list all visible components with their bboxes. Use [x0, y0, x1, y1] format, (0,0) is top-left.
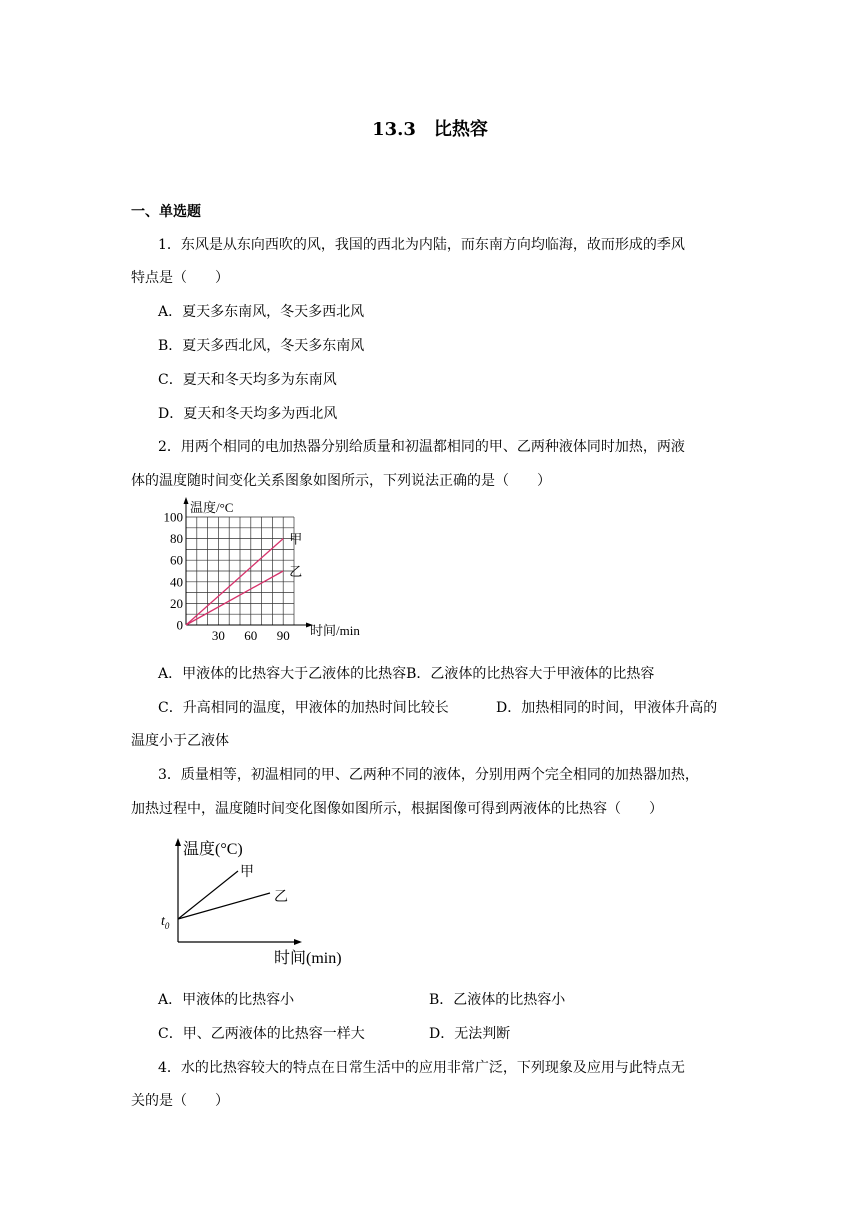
q3-option-d: D．无法判断	[429, 1026, 511, 1042]
q2-chart-grid	[186, 517, 294, 625]
q2-series-label-jia: 甲	[289, 531, 303, 547]
q2-x-tick-label: 30	[211, 628, 225, 643]
q2-y-tick-label: 80	[170, 531, 183, 547]
q1-option-c: C．夏天和冬天均多为东南风	[158, 372, 337, 388]
q2-stem-line2: 体的温度随时间变化关系图象如图所示，下列说法正确的是（ ）	[131, 473, 551, 489]
page-title: 13.3 比热容	[372, 119, 488, 140]
q4-stem-line2: 关的是（ ）	[131, 1093, 229, 1109]
q1-option-b: B．夏天多西北风，冬天多东南风	[158, 338, 365, 354]
q2-y-tick-label: 60	[170, 552, 183, 568]
q3-line-yi	[178, 893, 270, 919]
q3-origin-label: $t_0$	[161, 914, 170, 931]
q2-stem-line1: 2．用两个相同的电加热器分别给质量和初温都相同的甲、乙两种液体同时加热，两液	[158, 439, 685, 455]
q2-y-ticks	[164, 510, 184, 633]
q2-y-axis-label: 温度/°C	[190, 500, 234, 515]
q2-x-tick-label: 60	[244, 628, 258, 643]
q3-stem-line2: 加热过程中，温度随时间变化图像如图所示，根据图像可得到两液体的比热容（ ）	[131, 801, 663, 817]
q3-x-axis-label: 时间(min)	[274, 950, 342, 967]
q3-series-label-yi: 乙	[274, 890, 288, 905]
q2-series-label-yi: 乙	[289, 564, 303, 579]
q1-option-a: A．夏天多东南风，冬天多西北风	[158, 304, 365, 320]
q2-x-tick-label: 90	[276, 628, 290, 643]
q3-option-c: C．甲、乙两液体的比热容一样大	[158, 1026, 365, 1042]
q1-stem-line2: 特点是（ ）	[131, 270, 229, 286]
q3-stem-line1: 3．质量相等，初温相同的甲、乙两种不同的液体，分别用两个完全相同的加热器加热，	[158, 767, 699, 783]
q4-stem-line1: 4．水的比热容较大的特点在日常生活中的应用非常广泛，下列现象及应用与此特点无	[158, 1060, 685, 1076]
q3-y-axis-label: 温度(°C)	[183, 841, 243, 858]
q2-y-tick-label: 100	[163, 509, 183, 525]
q3-series-label-jia: 甲	[240, 865, 254, 880]
q2-x-ticks	[212, 628, 290, 643]
q2-y-tick-label: 0	[176, 617, 183, 633]
q3-option-b: B．乙液体的比热容小	[429, 992, 566, 1008]
q1-option-d: D．夏天和冬天均多为西北风	[158, 406, 338, 422]
q2-line-yi	[186, 571, 283, 625]
q3-y-arrow	[175, 838, 181, 846]
q2-y-arrow	[184, 497, 189, 504]
section-heading: 一、单选题	[131, 204, 201, 220]
q2-option-c: C．升高相同的温度，甲液体的加热时间比较长	[158, 700, 449, 716]
q2-chart	[160, 495, 380, 658]
q2-x-axis-label: 时间/min	[310, 623, 360, 638]
q3-option-a: A．甲液体的比热容小	[158, 992, 295, 1008]
q3-line-jia	[178, 871, 238, 919]
q2-y-tick-label: 40	[170, 574, 183, 590]
q2-option-d: D．加热相同的时间，甲液体升高的	[496, 700, 718, 716]
q2-y-tick-label: 20	[170, 595, 183, 611]
q2-option-ab: A．甲液体的比热容大于乙液体的比热容B．乙液体的比热容大于甲液体的比热容	[158, 666, 655, 682]
q1-stem-line1: 1．东风是从东向西吹的风，我国的西北为内陆，而东南方向均临海，故而形成的季风	[158, 237, 685, 253]
q3-x-arrow	[294, 939, 302, 945]
q2-option-d-continued: 温度小于乙液体	[131, 733, 229, 749]
q3-chart	[158, 832, 358, 972]
